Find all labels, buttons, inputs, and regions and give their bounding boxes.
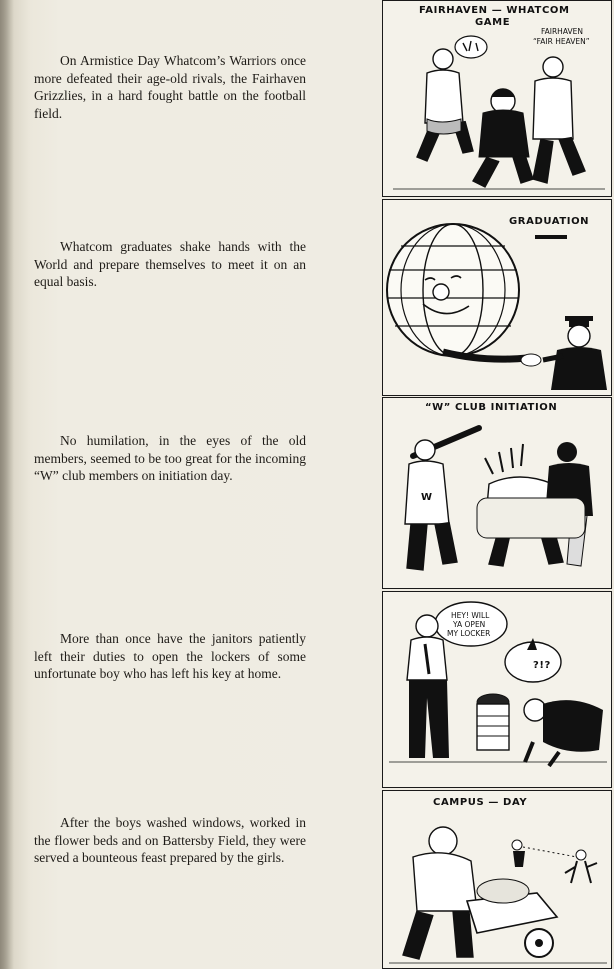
paragraph-text: No humilation, in the eyes of the old members, seemed to be too great for the incoming “W” club members on initiation day.: [34, 433, 306, 483]
paragraph-lockers: [34, 630, 306, 683]
game-title-line2: GAME: [475, 17, 511, 28]
graduation-cartoon-illustration: [383, 200, 612, 396]
campus-day-cartoon-illustration: [383, 791, 612, 969]
cartoon-panel-campus-day: [382, 790, 612, 969]
paragraph-campus-day: [34, 814, 306, 867]
cartoon-panel-graduation: [382, 199, 612, 396]
speech-line1: HEY! WILL: [451, 611, 490, 620]
binding-shadow: [0, 0, 14, 969]
cartoon-panel-game: [382, 0, 612, 197]
initiation-title: “W” CLUB INITIATION: [425, 402, 558, 413]
speech-line2: YA OPEN: [453, 620, 486, 629]
game-title-line1: FAIRHAVEN — WHATCOM: [419, 5, 570, 16]
fairhaven-label-line1: FAIRHAVEN: [541, 27, 583, 36]
w-letter-icon: W: [421, 492, 433, 503]
paragraph-text: On Armistice Day Whatcom’s Warriors once more defeated their age-old rivals, the Fairhaven Grizzlies, in a hard fought battle on the football field.: [34, 53, 306, 121]
initiation-cartoon-illustration: [383, 398, 612, 589]
locker-cartoon-illustration: [383, 592, 612, 788]
paragraph-text: More than once have the janitors patiently left their duties to open the lockers of some unfortunate boy who has left his key at home.: [34, 631, 306, 681]
paragraph-graduation: [34, 238, 306, 291]
campus-day-title: CAMPUS — DAY: [433, 797, 528, 808]
graduation-title: GRADUATION: [509, 216, 590, 227]
cartoon-panel-initiation: [382, 397, 612, 589]
paragraph-initiation: [34, 432, 306, 485]
game-cartoon-illustration: [383, 1, 612, 197]
cartoon-panel-locker: [382, 591, 612, 788]
paragraph-text: After the boys washed windows, worked in the flower beds and on Battersby Field, they were served a bounteous feast prepared by the girls.: [34, 815, 306, 865]
paragraph-text: Whatcom graduates shake hands with the World and prepare themselves to meet it on an equal basis.: [34, 239, 306, 289]
paragraph-armistice-day: [34, 52, 306, 122]
fairhaven-label-line2: “FAIR HEAVEN”: [533, 37, 590, 46]
thought-marks: ?!?: [533, 660, 551, 671]
speech-line3: MY LOCKER: [447, 629, 491, 638]
